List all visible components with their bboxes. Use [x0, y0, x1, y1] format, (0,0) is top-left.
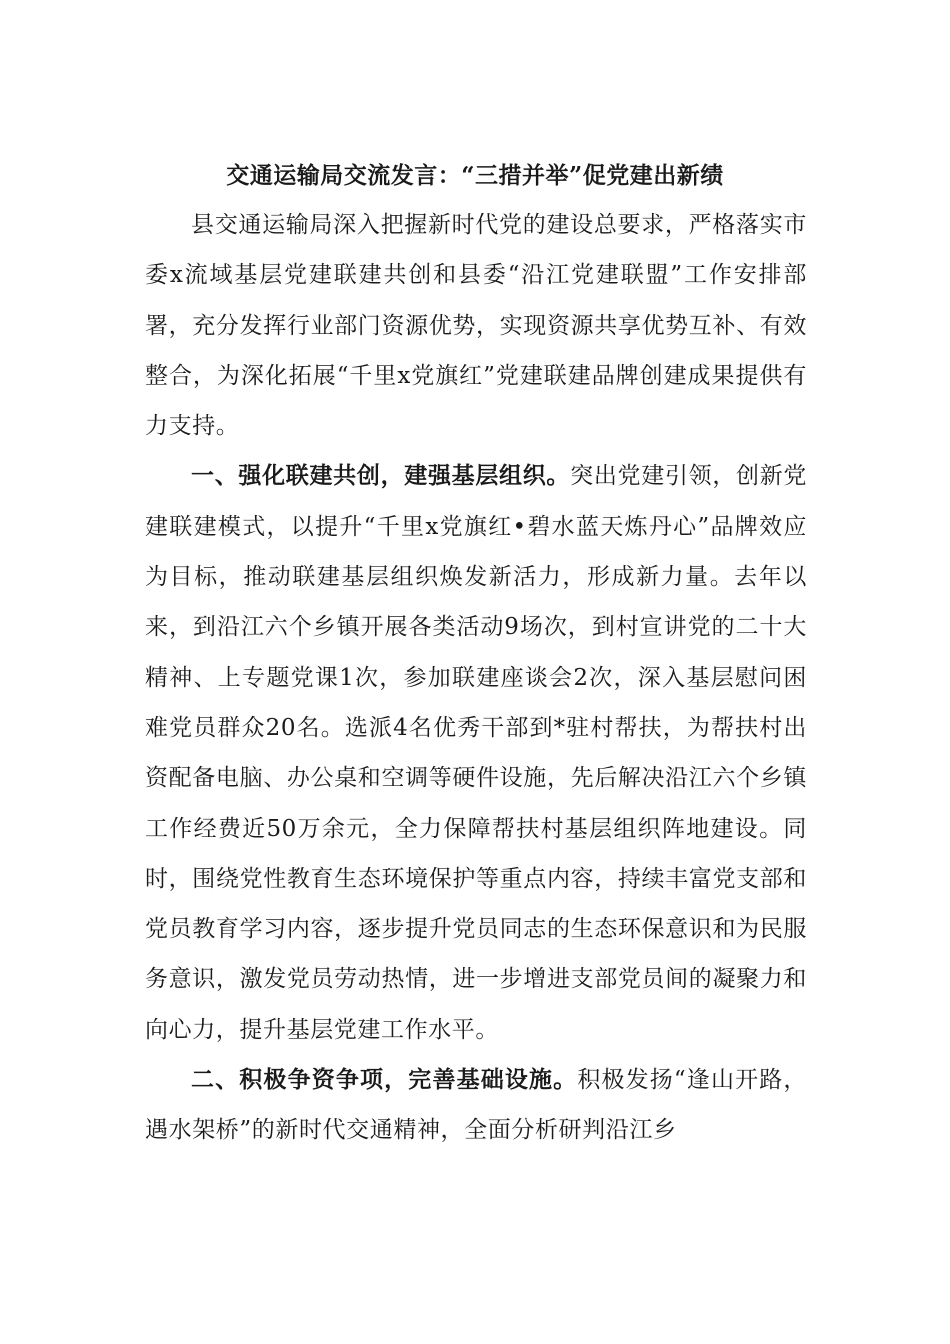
section-two-heading: 二、积极争资争项，完善基础设施。 — [191, 1066, 578, 1094]
intro-paragraph — [145, 200, 807, 451]
intro-paragraph-text: 县交通运输局深入把握新时代党的建设总要求，严格落实市委x流域基层党建联建共创和县委“沿江党建联盟”工作安排部署，充分发挥行业部门资源优势，实现资源共享优势互补、有效整合，为深化拓展“千里x党旗红”党建联建品牌创建成果提供有力支持。 — [145, 212, 807, 440]
section-one-text: 突出党建引领，创新党建联建模式，以提升“千里x党旗红•碧水蓝天炼丹心”品牌效应为目标，推动联建基层组织焕发新活力，形成新力量。去年以来，到沿江六个乡镇开展各类活动9场次，到村宣讲党的二十大精神、上专题党课1次，参加联建座谈会2次，深入基层慰问困难党员群众20名。选派4名优秀干部到*驻村帮扶，为帮扶村出资配备电脑、办公桌和空调等硬件设施，先后解决沿江六个乡镇工作经费近50万余元，全力保障帮扶村基层组织阵地建设。同时，围绕党性教育生态环境保护等重点内容，持续丰富党支部和党员教育学习内容，逐步提升党员同志的生态环保意识和为民服务意识，激发党员劳动热情，进一步增进支部党员间的凝聚力和向心力，提升基层党建工作水平。 — [145, 463, 808, 1043]
document-title: 交通运输局交流发言：“三措并举”促党建出新绩 — [226, 162, 724, 189]
section-two-paragraph — [145, 1055, 807, 1156]
section-one-paragraph — [145, 451, 807, 1055]
document-body — [145, 200, 807, 1156]
section-two-text: 积极发扬“逢山开路，遇水架桥”的新时代交通精神，全面分析研判沿江乡 — [145, 1067, 807, 1144]
section-one-heading: 一、强化联建共创，建强基层组织。 — [191, 462, 571, 490]
